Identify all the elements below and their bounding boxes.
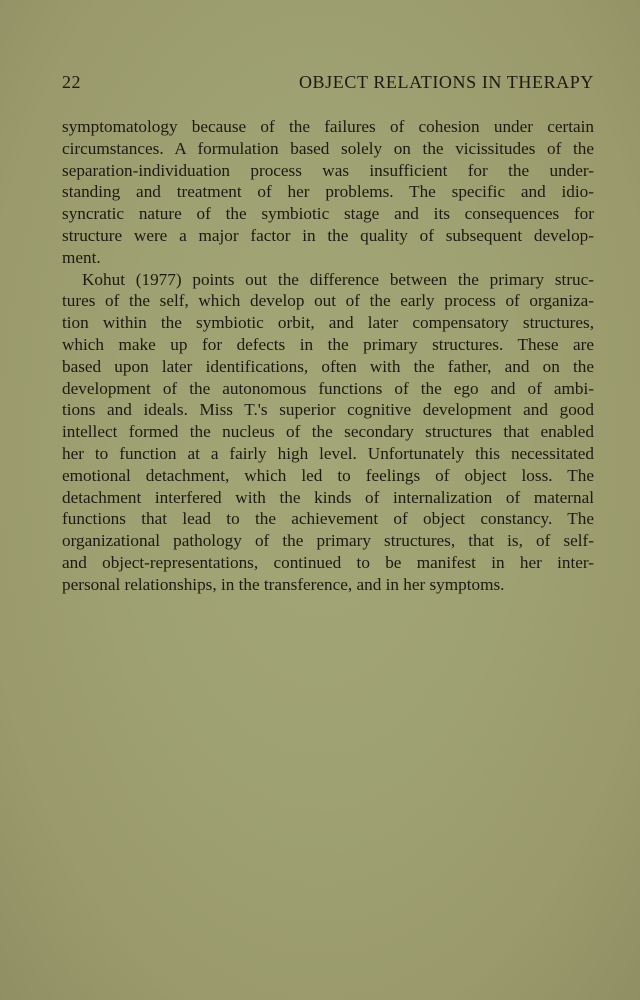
text-line: development of the autonomous functions of the ego and of ambi-	[62, 378, 594, 398]
text-line: ment.	[62, 247, 101, 267]
text-line: symptomatology because of the failures of cohesion under certain	[62, 117, 594, 136]
text-line: emotional detachment, which led to feelings of object loss. The	[62, 465, 594, 485]
text-line: organizational pathology of the primary structures, that is, of self-	[62, 531, 594, 551]
text-line: tions and ideals. Miss T.'s superior cognitive development and good	[62, 400, 594, 420]
text-line: intellect formed the nucleus of the secondary structures that enabled	[62, 422, 594, 442]
text-line: structure were a major factor in the quality of subsequent develop-	[62, 225, 594, 245]
paragraph-2	[62, 269, 594, 596]
text-line: detachment interfered with the kinds of internalization of maternal	[62, 487, 594, 507]
text-line: functions that lead to the achievement of object constancy. The	[62, 509, 594, 529]
text-line: personal relationships, in the transference, and in her symptoms.	[62, 574, 505, 594]
book-page	[62, 72, 594, 596]
paragraph-1	[62, 116, 594, 269]
text-line: her to function at a fairly high level. Unfortunately this necessitated	[62, 443, 594, 463]
text-line: separation-individuation process was insufficient for the under-	[62, 160, 594, 180]
text-line: circumstances. A formulation based solely on the vicissitudes of the	[62, 138, 594, 158]
text-line: syncratic nature of the symbiotic stage and its consequences for	[62, 204, 594, 224]
page-number: 22	[62, 72, 81, 92]
text-line: and object-representations, continued to be manifest in her inter-	[62, 552, 594, 572]
text-line: Kohut (1977) points out the difference between the primary struc-	[82, 269, 594, 289]
running-head	[62, 72, 594, 98]
running-title: OBJECT RELATIONS IN THERAPY	[298, 72, 594, 92]
text-line: based upon later identifications, often with the father, and on the	[62, 356, 594, 376]
text-line: tures of the self, which develop out of the early process of organiza-	[62, 291, 594, 311]
body-text	[62, 116, 594, 596]
text-line: tion within the symbiotic orbit, and later compensatory structures,	[62, 313, 594, 333]
text-line: standing and treatment of her problems. The specific and idio-	[62, 182, 594, 202]
text-line: which make up for defects in the primary structures. These are	[62, 334, 594, 354]
